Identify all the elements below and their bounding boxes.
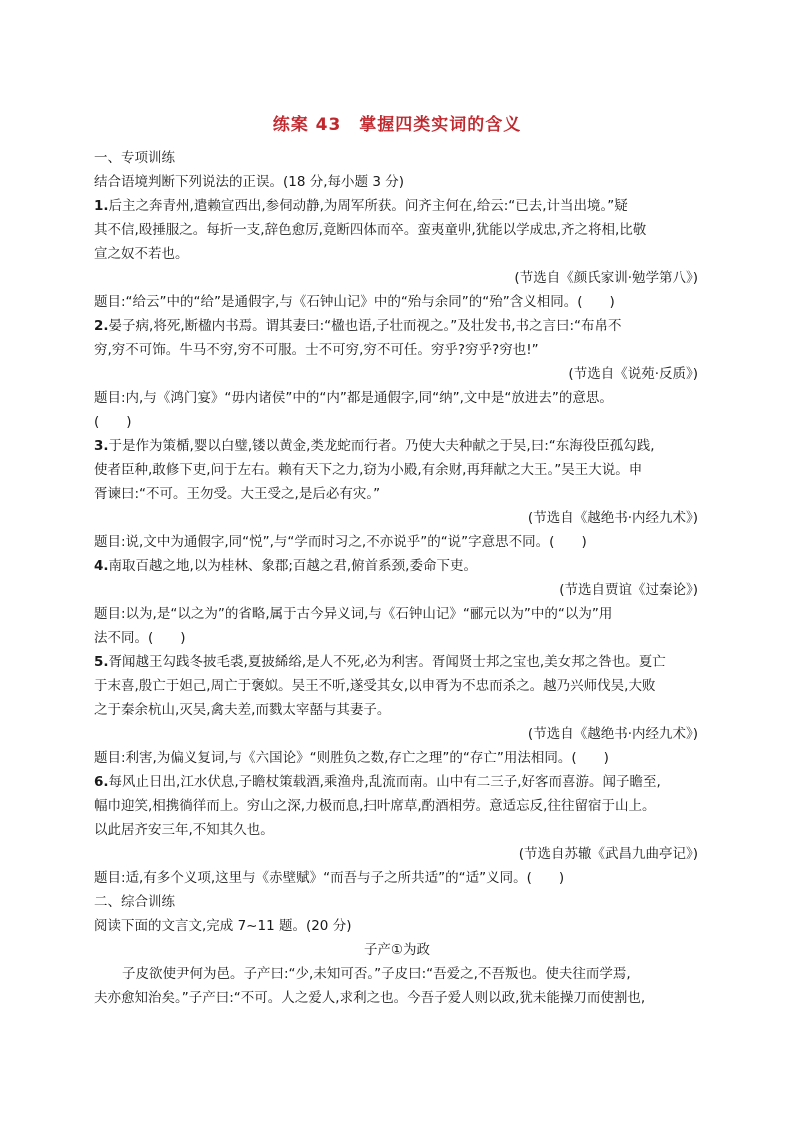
section-heading: 二、综合训练 [94,894,175,910]
question-2-line: 2.晏子病,将死,断楹内书焉。谓其妻曰:“楹也语,子壮而视之。”及壮发书,书之言曰:“布帛不 [94,318,622,334]
instruction: 阅读下面的文言文,完成 7~11 题。(20 分) [94,918,352,934]
instruction: 结合语境判断下列说法的正误。(18 分,每小题 3 分) [94,174,404,190]
question-number: 2. [94,318,109,334]
question-2-task: 题目:内,与《鸿门宴》“毋内诸侯”中的“内”都是通假字,同“纳”,文中是“放进去”的意思。 [94,390,613,406]
question-2-source: (节选自《说苑·反质》) [568,366,698,382]
question-4-line: 4.南取百越之地,以为桂林、象郡;百越之君,俯首系颈,委命下吏。 [94,558,477,574]
question-1-source: (节选自《颜氏家训·勉学第八》) [514,270,698,286]
question-1-task: 题目:“给云”中的“给”是通假字,与《石钟山记》中的“殆与余同”的“殆”含义相同。( ) [94,294,615,310]
question-3-line: 胥谏曰:“不可。王勿受。大王受之,是后必有灾。” [94,486,381,502]
question-4-source: (节选自贾谊《过秦论》) [559,582,698,598]
question-3-line: 使者臣种,敢修下吏,问于左右。赖有天下之力,窃为小殿,有余财,再拜献之大王。”吴王大说。申 [94,462,643,478]
question-1-line: 宣之奴不若也。 [94,246,189,262]
question-3-line: 3.于是作为策楯,婴以白璧,镂以黄金,类龙蛇而行者。乃使大夫种献之于吴,曰:“东海役臣孤勾践, [94,438,655,454]
page-title: 练案 43 掌握四类实词的含义 [272,115,522,135]
section-heading: 一、专项训练 [94,150,175,166]
question-5-line: 5.胥闻越王勾践冬披毛裘,夏披絺绤,是人不死,必为利害。胥闻贤士邦之宝也,美女邦之咎也。夏亡 [94,654,666,670]
question-5-source: (节选自《越绝书·内经九术》) [527,726,698,742]
question-4-task: 题目:以为,是“以之为”的省略,属于古今异义词,与《石钟山记》“郦元以为”中的“以为”用 [94,606,613,622]
passage-line: 子皮欲使尹何为邑。子产曰:“少,未知可否。”子皮曰:“吾爱之,不吾叛也。使夫往而学焉, [122,966,631,982]
question-6-line: 以此居齐安三年,不知其久也。 [94,822,274,838]
answer-blank: ( ) [94,414,132,430]
question-number: 4. [94,558,109,574]
question-1-line: 其不信,殴捶服之。每折一支,辞色愈厉,竟断四体而卒。蛮夷童丱,犹能以学成忠,齐之将相,比敬 [94,222,647,238]
question-3-task: 题目:说,文中为通假字,同“悦”,与“学而时习之,不亦说乎”的“说”字意思不同。( ) [94,534,587,550]
question-number: 5. [94,654,109,670]
question-number: 1. [94,198,109,214]
question-5-line: 之于秦余杭山,灭吴,禽夫差,而戮太宰嚭与其妻子。 [94,702,391,718]
passage-title: 子产①为政 [363,942,431,958]
question-6-line: 6.每风止日出,江水伏息,子瞻杖策载酒,乘渔舟,乱流而南。山中有二三子,好客而喜游。闻子瞻至, [94,774,661,790]
question-4-task: 法不同。( ) [94,630,186,646]
question-3-source: (节选自《越绝书·内经九术》) [527,510,698,526]
passage-line: 夫亦愈知治矣。”子产曰:“不可。人之爱人,求利之也。今吾子爱人则以政,犹未能操刀而使割也, [94,990,646,1006]
question-6-task: 题目:适,有多个义项,这里与《赤壁赋》“而吾与子之所共适”的“适”义同。( ) [94,870,565,886]
question-6-line: 幅巾迎笑,相携徜徉而上。穷山之深,力极而息,扫叶席草,酌酒相劳。意适忘反,往往留宿于山上。 [94,798,656,814]
question-6-source: (节选自苏辙《武昌九曲亭记》) [518,846,698,862]
question-2-line: 穷,穷不可饰。牛马不穷,穷不可服。士不可穷,穷不可任。穷乎?穷乎?穷也!” [94,342,539,358]
question-1-line: 1.后主之奔青州,遣赖宣西出,参伺动静,为周军所获。问齐主何在,给云:“已去,计当出境。”疑 [94,198,628,214]
question-number: 3. [94,438,109,454]
question-5-task: 题目:利害,为偏义复词,与《六国论》“则胜负之数,存亡之理”的“存亡”用法相同。( ) [94,750,609,766]
question-5-line: 于末喜,殷亡于妲己,周亡于褒姒。吴王不听,遂受其女,以申胥为不忠而杀之。越乃兴师伐吴,大败 [94,678,656,694]
question-number: 6. [94,774,109,790]
